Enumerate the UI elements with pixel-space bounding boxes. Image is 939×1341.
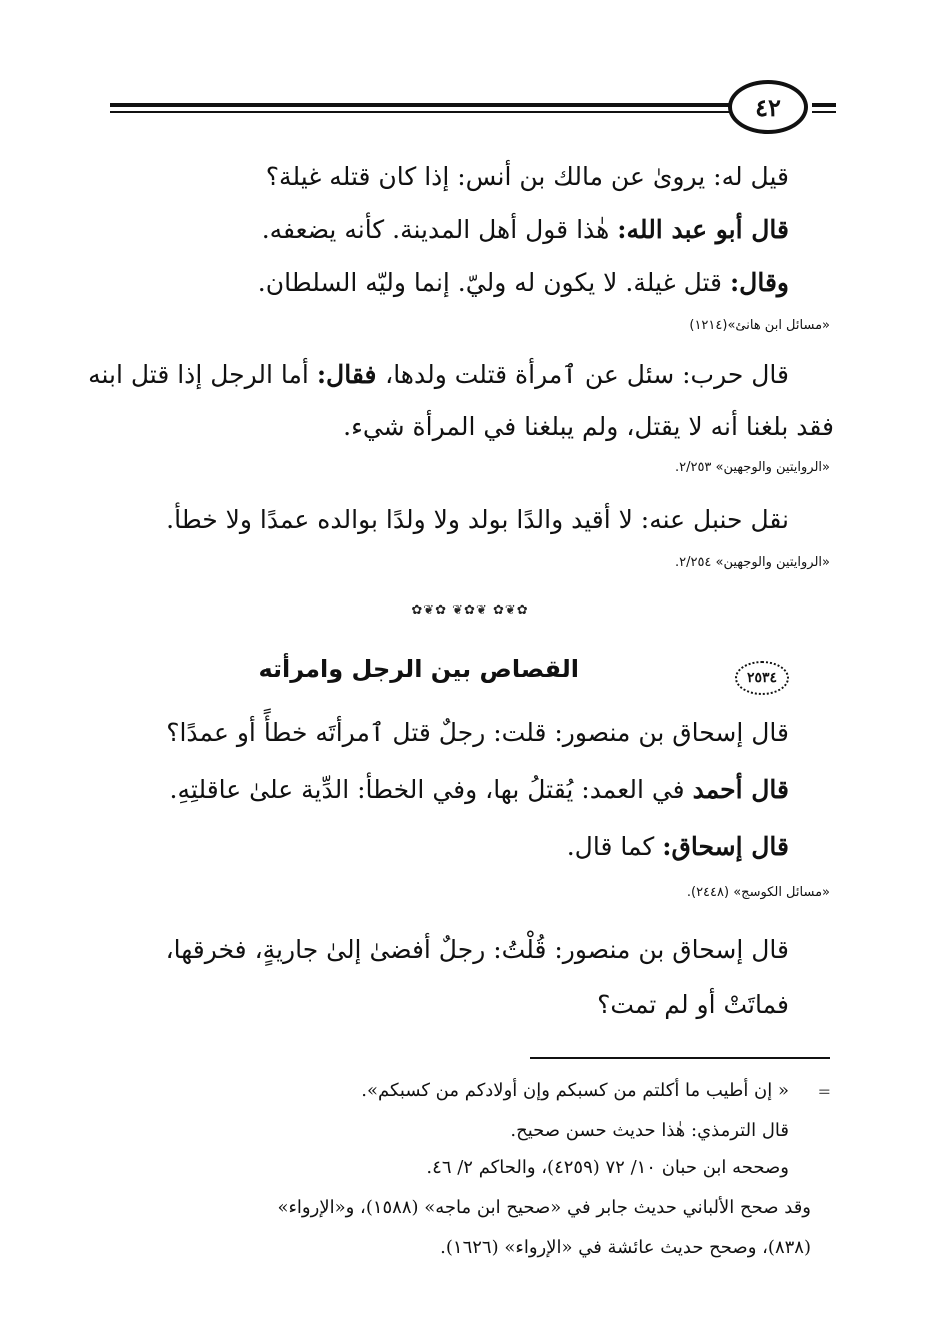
text-line-4 (88, 360, 789, 390)
text-line-8 (170, 775, 789, 805)
text-line-5: فقد بلغنا أنه لا يقتل، ولم يبلغنا في المرأة شيء. (343, 412, 834, 441)
text-line-1: قيل له: يروىٰ عن مالك بن أنس: إذا كان قتله غيلة؟ (265, 162, 789, 191)
text-span: أما الرجل إذا قتل ابنه (88, 360, 317, 389)
footnote-rule (530, 1057, 830, 1059)
text-span: هٰذا قول أهل المدينة. كأنه يضعفه. (261, 215, 618, 244)
text-span: قال حرب: سئل عن ٱمرأة قتلت ولدها، (385, 360, 789, 389)
text-span: في العمد: يُقتلُ بها، وفي الخطأ: الدِّية علىٰ عاقلتِهِ. (169, 775, 693, 804)
footnote-line-4: وقد صحح الألباني حديث جابر في «صحيح ابن ماجه» (١٥٨٨)، و«الإرواء» (277, 1197, 811, 1218)
page-number: ٤٢ (728, 80, 808, 134)
text-span: كما قال. (566, 832, 663, 861)
section-number-badge: ٢٥٣٤ (735, 661, 789, 695)
header-rule-right-thick (812, 103, 836, 107)
text-span: قتل غيلة. لا يكون له وليّ. إنما وليّه السلطان. (257, 268, 730, 297)
footnote-line-2: قال الترمذي: هٰذا حديث حسن صحيح. (510, 1120, 789, 1141)
header-rule-thin (110, 111, 732, 113)
section-title: القصاص بين الرجل وامرأته (258, 655, 579, 683)
footnote-line-1: « إن أطيب ما أكلتم من كسبكم وإن أولادكم من كسبكم». (361, 1080, 789, 1101)
header-rule-thick (110, 103, 732, 107)
speaker-label: قال أبو عبد الله: (617, 215, 789, 244)
section-heading (109, 655, 789, 695)
source-citation: «الروايتين والوجهين» ٢/٢٥٤. (674, 555, 830, 570)
speaker-label: وقال: (729, 268, 789, 297)
text-line-6: نقل حنبل عنه: لا أقيد والدًا بولد ولا ولدًا بوالده عمدًا ولا خطأ. (166, 505, 789, 534)
header-rule-right-thin (812, 111, 836, 113)
text-line-11: فماتَتْ أو لم تمت؟ (597, 990, 789, 1019)
speaker-label: قال أحمد (692, 775, 789, 804)
text-line-7: قال إسحاق بن منصور: قلت: رجلٌ قتل ٱمرأتَه خطأً أو عمدًا؟ (166, 718, 789, 747)
section-divider-ornament: ✿❦✿ ❦✿❦ ✿❦✿ (411, 603, 529, 618)
footnote-line-5: (٨٣٨)، وصحح حديث عائشة في «الإرواء» (١٦٢٦). (440, 1237, 811, 1258)
footnote-line-3: وصححه ابن حبان ١٠/ ٧٢ (٤٢٥٩)، والحاكم ٢/ ٤٦. (426, 1157, 789, 1178)
source-citation: «مسائل الكوسج» (٢٤٤٨). (686, 885, 830, 900)
speaker-label: قال إسحاق: (662, 832, 789, 861)
text-line-10: قال إسحاق بن منصور: قُلْتُ: رجلٌ أفضىٰ إلىٰ جاريةٍ، فخرقها، (165, 935, 789, 964)
text-line-9 (567, 832, 789, 862)
footnote-continuation-mark: = (817, 1082, 831, 1101)
source-citation: «الروايتين والوجهين» ٢/٢٥٣. (674, 460, 830, 475)
text-line-2 (262, 215, 789, 245)
speaker-label: فقال: (316, 360, 386, 389)
text-line-3 (258, 268, 789, 298)
source-citation: «مسائل ابن هانئ»(١٢١٤) (689, 318, 830, 333)
